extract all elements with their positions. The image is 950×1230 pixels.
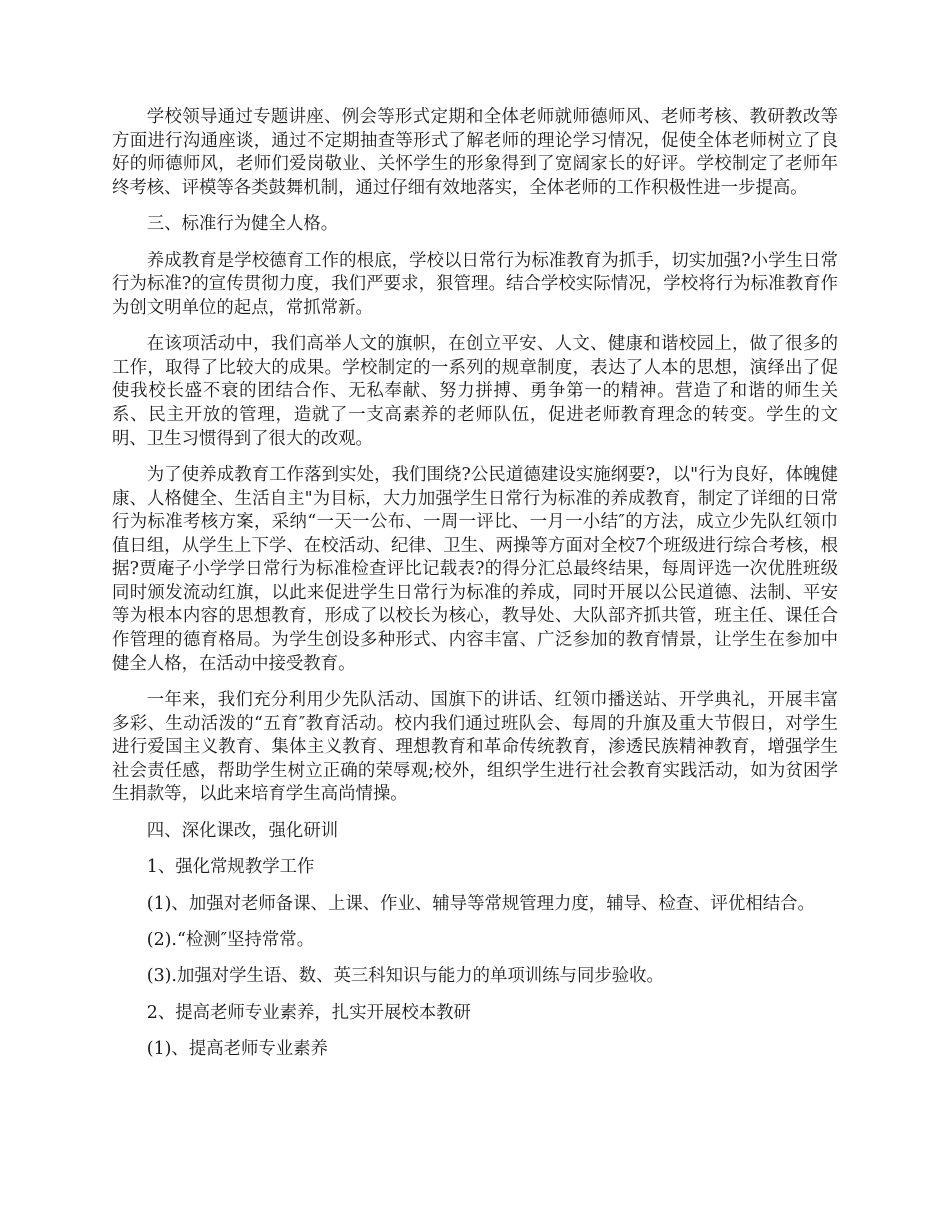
paragraph-teacher-ethics: 学校领导通过专题讲座、例会等形式定期和全体老师就师德师风、老师考核、教研教改等方面进行沟通座谈，通过不定期抽查等形式了解老师的理论学习情况，促使全体老师树立了良好的师德师风，老师们爱岗敬业、关怀学生的形象得到了宽阔家长的好评。学校制定了老师年终考核、评模等各类鼓舞机制，通过仔细有效地落实，全体老师的工作积极性进一步提高。 [112, 107, 838, 198]
paragraph-implementation: 为了使养成教育工作落到实处，我们围绕?公民道德建设实施纲要?，以"行为良好，体魄健康、人格健全、生活自主"为目标，大力加强学生日常行为标准的养成教育，制定了详细的日常行为标准考核方案，采纳“一天一公布、一周一评比、一月一小结″的方法，成立少先队红领巾值日组，从学生上下学、在校活动、纪律、卫生、两操等方面对全校7个班级进行综合考核，根据?贾庵子小学学日常行为标准检查评比记载表?的得分汇总最终结果，每周评选一次优胜班级同时颁发流动红旗，以此来促进学生日常行为标准的养成，同时开展以公民道德、法制、平安等为根本内容的思想教育，形成了以校长为核心，教导处、大队部齐抓共管，班主任、课任合作管理的德育格局。为学生创设多种形式、内容丰富、广泛参加的教育情景，让学生在参加中健全人格，在活动中接受教育。 [112, 464, 838, 674]
list-item-1-1: (1)、加强对老师备课、上课、作业、辅导等常规管理力度，辅导、检查、评优相结合。 [146, 893, 815, 914]
paragraph-habit-education: 养成教育是学校德育工作的根底，学校以日常行为标准教育为抓手，切实加强?小学生日常行为标准?的宣传贯彻力度，我们严要求，狠管理。结合学校实际情况，学校将行为标准教育作为创文明单位的起点，常抓常新。 [112, 250, 838, 318]
section-heading-4: 四、深化课改，强化研训 [146, 820, 339, 841]
subheading-1: 1、强化常规教学工作 [146, 857, 315, 878]
paragraph-year-review: 一年来，我们充分利用少先队活动、国旗下的讲话、红领巾播送站、开学典礼，开展丰富多彩、生动活泼的“五育″教育活动。校内我们通过班队会、每周的升旗及重大节假日，对学生进行爱国主义教育、集体主义教育、理想教育和革命传统教育，渗透民族精神教育，增强学生社会责任感，帮助学生树立正确的荣辱观;校外，组织学生进行社会教育实践活动，如为贫困学生捐款等，以此来培育学生高尚情操。 [112, 690, 838, 805]
subheading-2: 2、提高老师专业素养，扎实开展校本教研 [146, 1002, 471, 1023]
document-page [112, 106, 838, 1075]
paragraph-activity-results: 在该项活动中，我们高举人文的旗帜，在创立平安、人文、健康和谐校园上，做了很多的工作，取得了比较大的成果。学校制定的一系列的规章制度，表达了人本的思想，演绎出了促使我校长盛不衰的团结合作、无私奉献、努力拼搏、勇争第一的精神。营造了和谐的师生关系、民主开放的管理，造就了一支高素养的老师队伍，促进老师教育理念的转变。学生的文明、卫生习惯得到了很大的改观。 [112, 334, 838, 449]
list-item-2-1: (1)、提高老师专业素养 [146, 1039, 328, 1060]
section-heading-3: 三、标准行为健全人格。 [146, 214, 339, 235]
list-item-1-3: (3).加强对学生语、数、英三科知识与能力的单项训练与同步验收。 [146, 966, 664, 987]
list-item-1-2: (2).“检测″坚持常常。 [146, 929, 315, 950]
